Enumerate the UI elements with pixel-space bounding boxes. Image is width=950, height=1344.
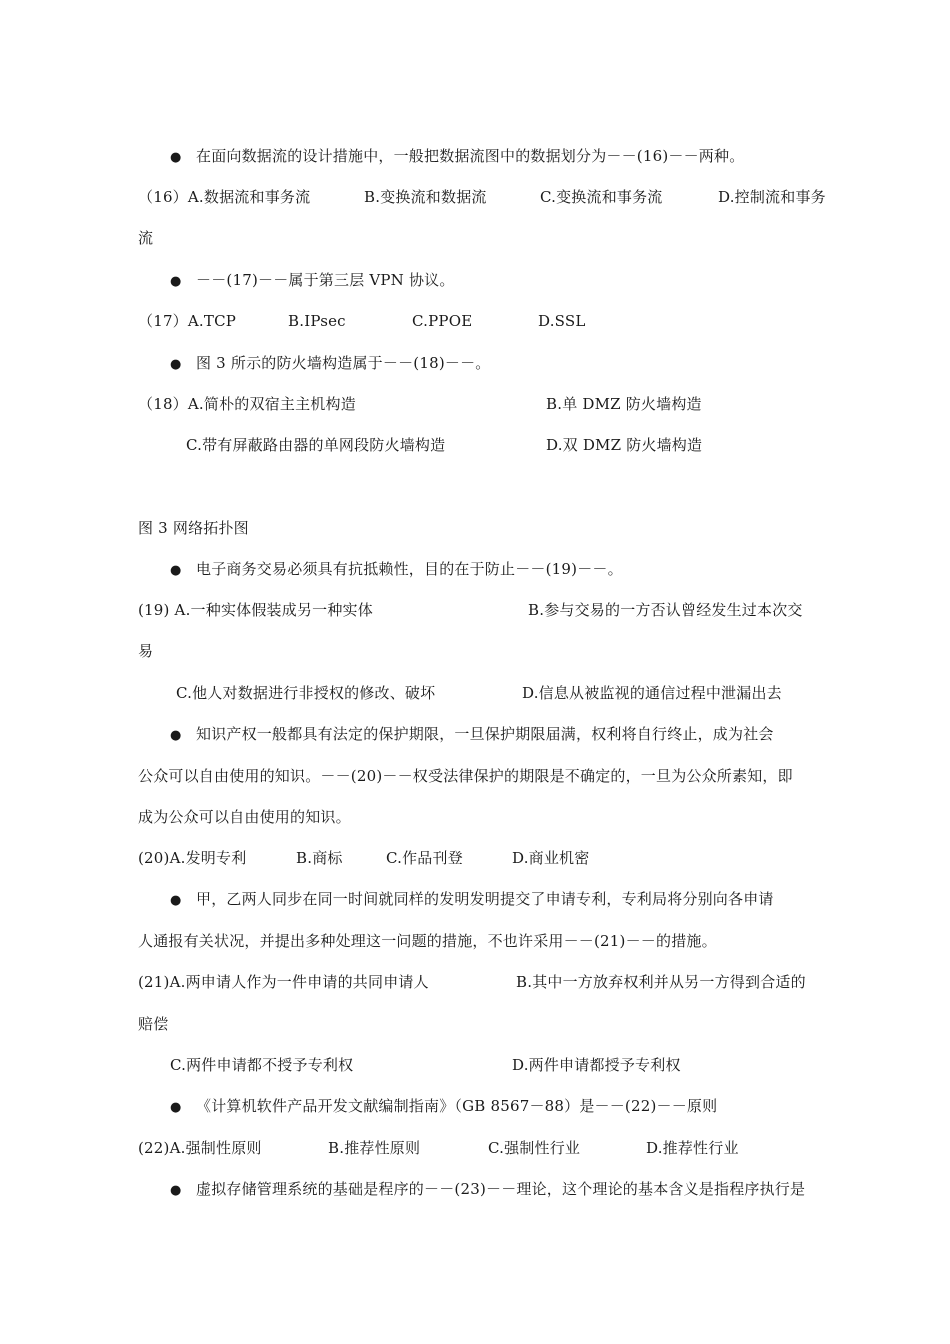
question-21-line-1 xyxy=(170,889,870,911)
option-19-c: C.他人对数据进行非授权的修改、破坏 xyxy=(176,684,436,702)
option-18-d: D.双 DMZ 防火墙构造 xyxy=(546,436,703,454)
option-21-c: C.两件申请都不授予专利权 xyxy=(170,1056,354,1074)
option-16-b: B.变换流和数据流 xyxy=(364,188,487,206)
option-16-d: D.控制流和事务 xyxy=(718,188,826,206)
question-20-line-3: 成为公众可以自由使用的知识。 xyxy=(138,808,351,826)
question-20-line-2: 公众可以自由使用的知识。－－(20)－－权受法律保护的期限是不确定的，一旦为公众所素知，即 xyxy=(138,767,793,785)
question-18-text: 图 3 所示的防火墙构造属于－－(18)－－。 xyxy=(196,354,491,372)
option-17-d: D.SSL xyxy=(538,312,586,330)
option-16-a: （16）A.数据流和事务流 xyxy=(138,188,311,206)
option-18-a: （18）A.简朴的双宿主主机构造 xyxy=(138,395,356,413)
option-18-b: B.单 DMZ 防火墙构造 xyxy=(546,395,702,413)
option-17-a: （17）A.TCP xyxy=(138,312,237,330)
option-22-b: B.推荐性原则 xyxy=(328,1139,421,1157)
option-16-d-continued: 流 xyxy=(138,229,154,247)
option-19-b-continued: 易 xyxy=(138,642,154,660)
option-19-a: (19) A.一种实体假装成另一种实体 xyxy=(138,601,373,619)
option-17-c: C.PPOE xyxy=(412,312,473,330)
option-21-b: B.其中一方放弃权利并从另一方得到合适的 xyxy=(516,973,806,991)
option-22-a: (22)A.强制性原则 xyxy=(138,1139,262,1157)
question-16 xyxy=(170,146,870,168)
question-20-text-1: 知识产权一般都具有法定的保护期限，一旦保护期限届满，权利将自行终止，成为社会 xyxy=(196,725,774,743)
question-22-text: 《计算机软件产品开发文献编制指南》（GB 8567－88）是－－(22)－－原则 xyxy=(196,1097,718,1115)
option-17-b: B.IPsec xyxy=(288,312,346,330)
option-22-d: D.推荐性行业 xyxy=(646,1139,739,1157)
option-19-b: B.参与交易的一方否认曾经发生过本次交 xyxy=(528,601,803,619)
question-19 xyxy=(170,559,870,581)
option-20-a: (20)A.发明专利 xyxy=(138,849,247,867)
option-21-a: (21)A.两申请人作为一件申请的共同申请人 xyxy=(138,973,429,991)
question-21-line-2: 人通报有关状况，并提出多种处理这一问题的措施，不也许采用－－(21)－－的措施。 xyxy=(138,932,717,950)
question-22 xyxy=(170,1096,870,1118)
question-17-text: －－(17)－－属于第三层 VPN 协议。 xyxy=(196,271,455,289)
option-21-d: D.两件申请都授予专利权 xyxy=(512,1056,681,1074)
question-19-text: 电子商务交易必须具有抗抵赖性，目的在于防止－－(19)－－。 xyxy=(196,560,623,578)
question-23-text: 虚拟存储管理系统的基础是程序的－－(23)－－理论，这个理论的基本含义是指程序执行是 xyxy=(196,1180,806,1198)
question-20-line-1 xyxy=(170,724,870,746)
option-21-b-continued: 赔偿 xyxy=(138,1015,169,1033)
option-20-c: C.作品刊登 xyxy=(386,849,463,867)
option-18-c: C.带有屏蔽路由器的单网段防火墙构造 xyxy=(186,436,446,454)
figure-3-caption: 图 3 网络拓扑图 xyxy=(138,519,249,537)
question-18 xyxy=(170,353,870,375)
question-16-text: 在面向数据流的设计措施中，一般把数据流图中的数据划分为－－(16)－－两种。 xyxy=(196,147,745,165)
option-20-d: D.商业机密 xyxy=(512,849,590,867)
option-16-c: C.变换流和事务流 xyxy=(540,188,663,206)
question-23 xyxy=(170,1179,870,1201)
question-17 xyxy=(170,270,870,292)
question-21-text-1: 甲，乙两人同步在同一时间就同样的发明发明提交了申请专利，专利局将分别向各申请 xyxy=(196,890,774,908)
option-19-d: D.信息从被监视的通信过程中泄漏出去 xyxy=(522,684,782,702)
option-22-c: C.强制性行业 xyxy=(488,1139,581,1157)
option-20-b: B.商标 xyxy=(296,849,343,867)
